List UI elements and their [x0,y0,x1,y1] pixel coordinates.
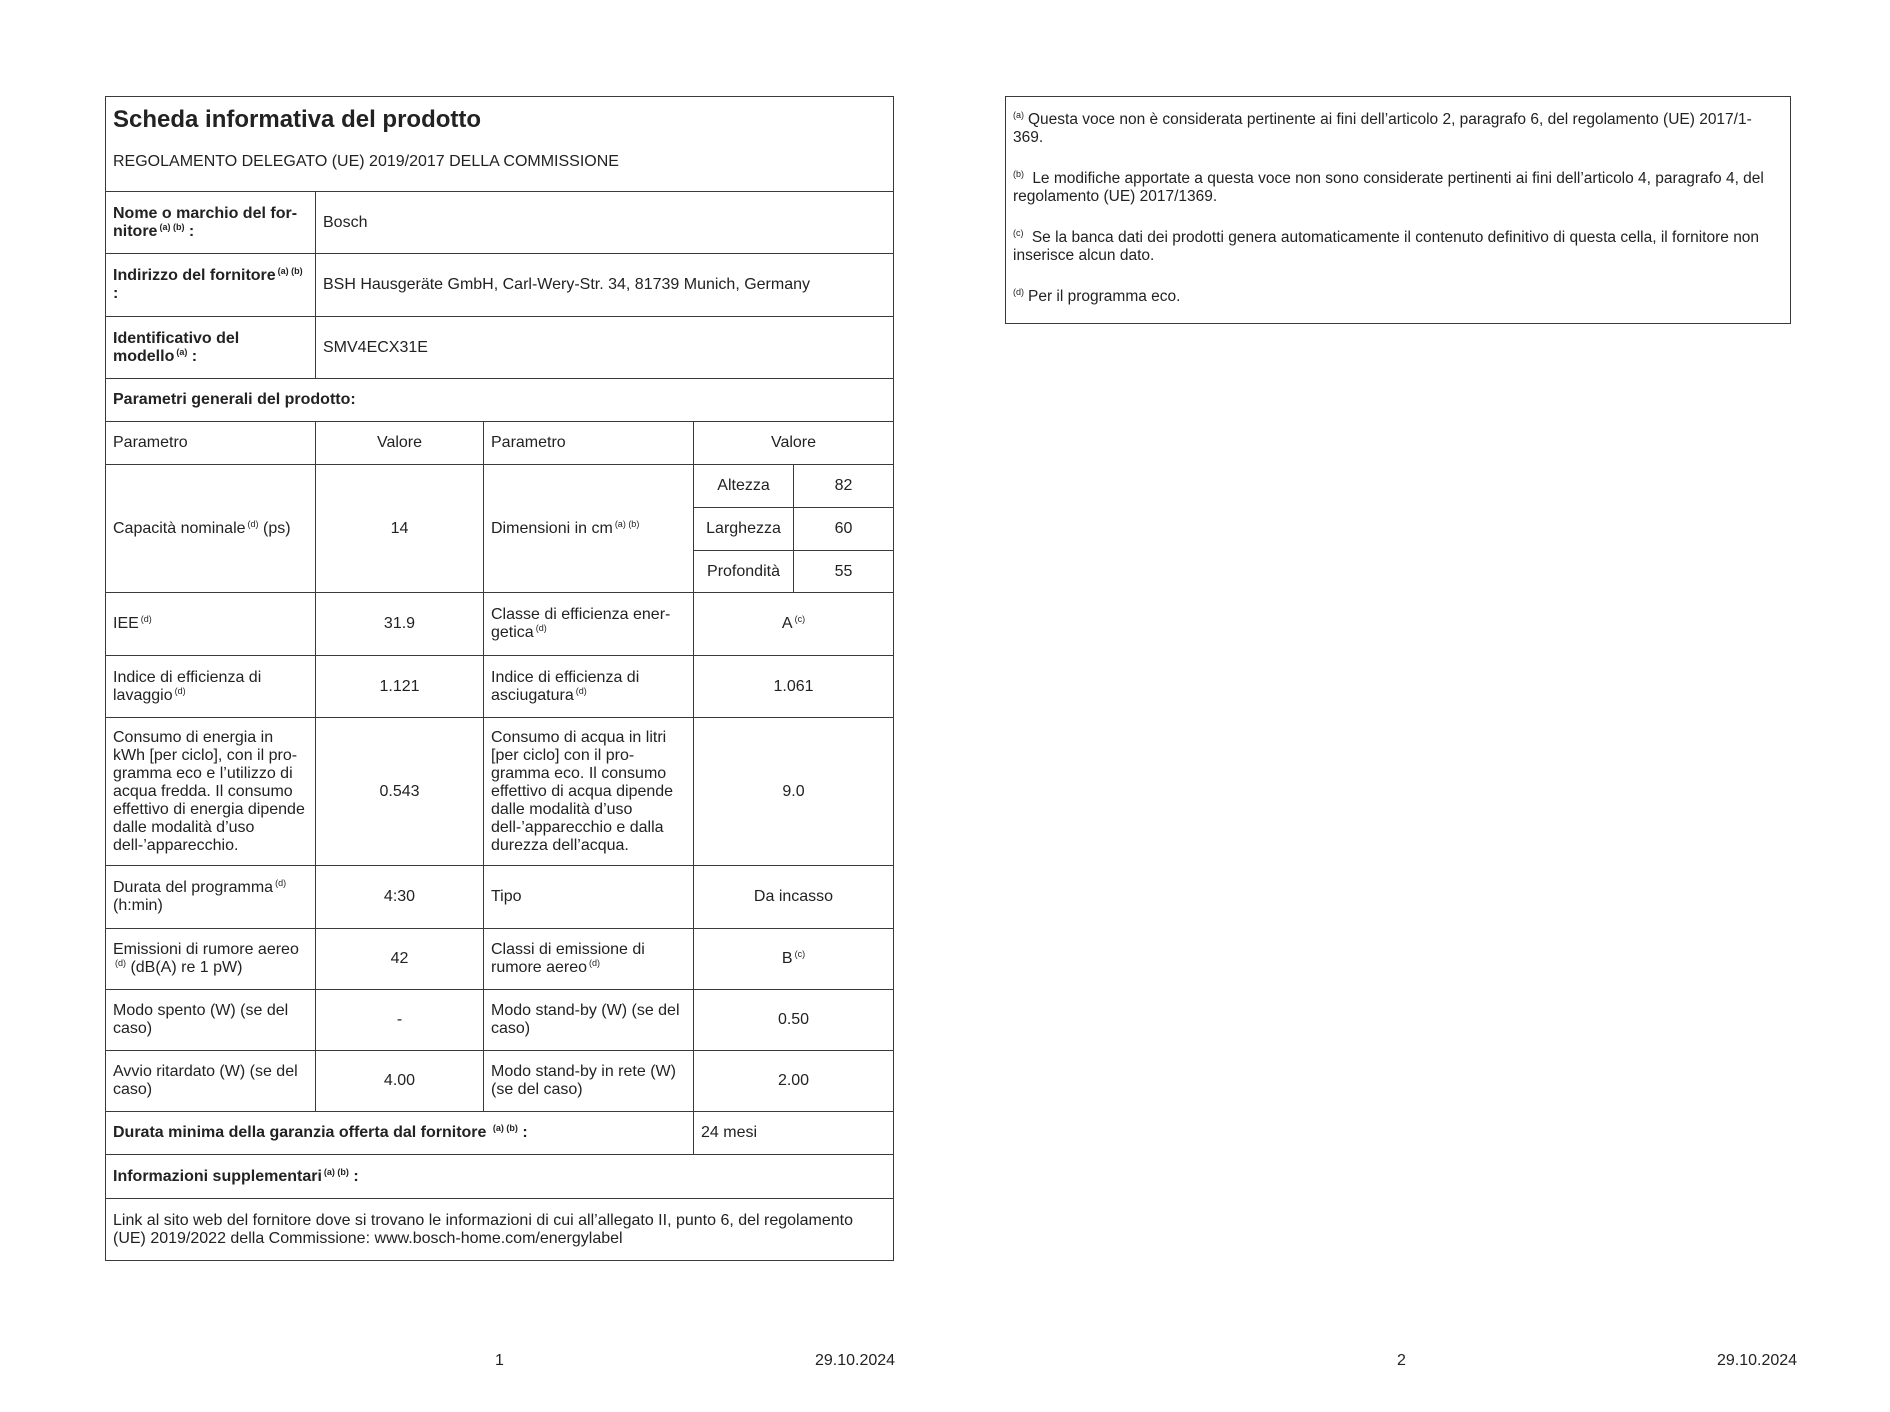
guarantee-value: 24 mesi [694,1112,894,1155]
supplier-website-link-text: Link al sito web del fornitore dove si trovano le informazioni di cui all’allegato II, punto 6, del regolamento (UE) 2019/2022 della Commissione: www.bosch-home.com/energylabel [106,1199,894,1261]
energy-class-value: A $^{(c)}$ [694,593,894,656]
model-label: Identificativo del modello $^{(a)}$ : [106,317,316,379]
document-title: Scheda informativa del prodotto [113,106,482,133]
delay-start-value: 4.00 [316,1051,484,1112]
model-value: SMV4ECX31E [316,317,894,379]
energy-consumption-value: 0.543 [316,718,484,866]
drying-index-label: Indice di efficienza di asciugatura $^{(d)}$ [484,656,694,718]
drying-index-value: 1.061 [694,656,894,718]
column-header-value: Valore [694,422,894,465]
column-header-parameter: Parametro [106,422,316,465]
additional-info-label: Informazioni supplementari $^{(a) (b)}$ : [106,1155,894,1199]
depth-label: Profondità [694,551,794,593]
program-duration-value: 4:30 [316,866,484,929]
noise-class-value: B $^{(c)}$ [694,929,894,990]
height-value: 82 [794,465,894,508]
page-2 [945,0,1890,1412]
product-info-table [105,96,894,1261]
delay-start-label: Avvio ritardato (W) (se del caso) [106,1051,316,1112]
type-label: Tipo [484,866,694,929]
energy-class-label: Classe di efficienza ener-getica $^{(d)}$ [484,593,694,656]
column-header-parameter: Parametro [484,422,694,465]
off-mode-label: Modo spento (W) (se del caso) [106,990,316,1051]
noise-value: 42 [316,929,484,990]
eei-label: IEE $^{(d)}$ [106,593,316,656]
footnotes-box [1005,96,1791,324]
height-label: Altezza [694,465,794,508]
supplier-name-value: Bosch [316,192,894,254]
energy-consumption-label: Consumo di energia in kWh [per ciclo], con il pro-gramma eco e l’utilizzo di acqua fredda. Il consumo effettivo di energia dipende dalle modalità d’uso dell-’apparecchio. [106,718,316,866]
rated-capacity-label: Capacità nominale $^{(d)}$ (ps) [106,465,316,593]
noise-label: Emissioni di rumore aereo $^{(d)}$ (dB(A) re 1 pW) [106,929,316,990]
cleaning-index-label: Indice di efficienza di lavaggio $^{(d)}$ [106,656,316,718]
dimensions-label: Dimensioni in cm $^{(a) (b)}$ [484,465,694,593]
cleaning-index-value: 1.121 [316,656,484,718]
rated-capacity-value: 14 [316,465,484,593]
footnote-a: $^{(a)}$ Questa voce non è considerata pertinente ai fini dell’articolo 2, paragrafo 6, del regolamento (UE) 2017/1-369. [1013,110,1752,146]
noise-class-label: Classi di emissione di rumore aereo $^{(d)}$ [484,929,694,990]
depth-value: 55 [794,551,894,593]
footnote-d: $^{(d)}$ Per il programma eco. [1013,287,1181,305]
guarantee-label: Durata minima della garanzia offerta dal fornitore $^{(a) (b)}$ : [106,1112,694,1155]
supplier-address-label: Indirizzo del fornitore $^{(a) (b)}$ : [106,254,316,317]
network-standby-label: Modo stand-by in rete (W) (se del caso) [484,1051,694,1112]
footnote-c: $^{(c)}$ Se la banca dati dei prodotti genera automaticamente il contenuto definitivo di questa cella, il fornitore non inserisce alcun dato. [1013,228,1760,264]
regulation-title: REGOLAMENTO DELEGATO (UE) 2019/2017 DELLA COMMISSIONE [113,153,619,170]
width-value: 60 [794,508,894,551]
network-standby-value: 2.00 [694,1051,894,1112]
column-header-value: Valore [316,422,484,465]
off-mode-value: - [316,990,484,1051]
supplier-address-value: BSH Hausgeräte GmbH, Carl-Wery-Str. 34, 81739 Munich, Germany [316,254,894,317]
water-consumption-label: Consumo di acqua in litri [per ciclo] con il pro-gramma eco. Il consumo effettivo di acqua dipende dalle modalità d’uso dell-’apparecchio e dalla durezza dell’acqua. [484,718,694,866]
water-consumption-value: 9.0 [694,718,894,866]
general-params-heading: Parametri generali del prodotto: [106,379,894,422]
program-duration-label: Durata del programma $^{(d)}$ (h:min) [106,866,316,929]
width-label: Larghezza [694,508,794,551]
footnote-b: $^{(b)}$ Le modifiche apportate a questa voce non sono considerate pertinenti ai fini dell’articolo 4, paragrafo 4, del regolamento (UE) 2017/1369. [1013,169,1764,205]
standby-value: 0.50 [694,990,894,1051]
standby-label: Modo stand-by (W) (se del caso) [484,990,694,1051]
footer-date: 29.10.2024 [815,1352,896,1369]
page-number: 2 [1397,1352,1406,1369]
supplier-name-label: Nome o marchio del for-nitore $^{(a) (b)}$ : [106,192,316,254]
header-cell [106,97,894,192]
page-number: 1 [495,1352,504,1369]
eei-value: 31.9 [316,593,484,656]
type-value: Da incasso [694,866,894,929]
footer-date: 29.10.2024 [1717,1352,1798,1369]
